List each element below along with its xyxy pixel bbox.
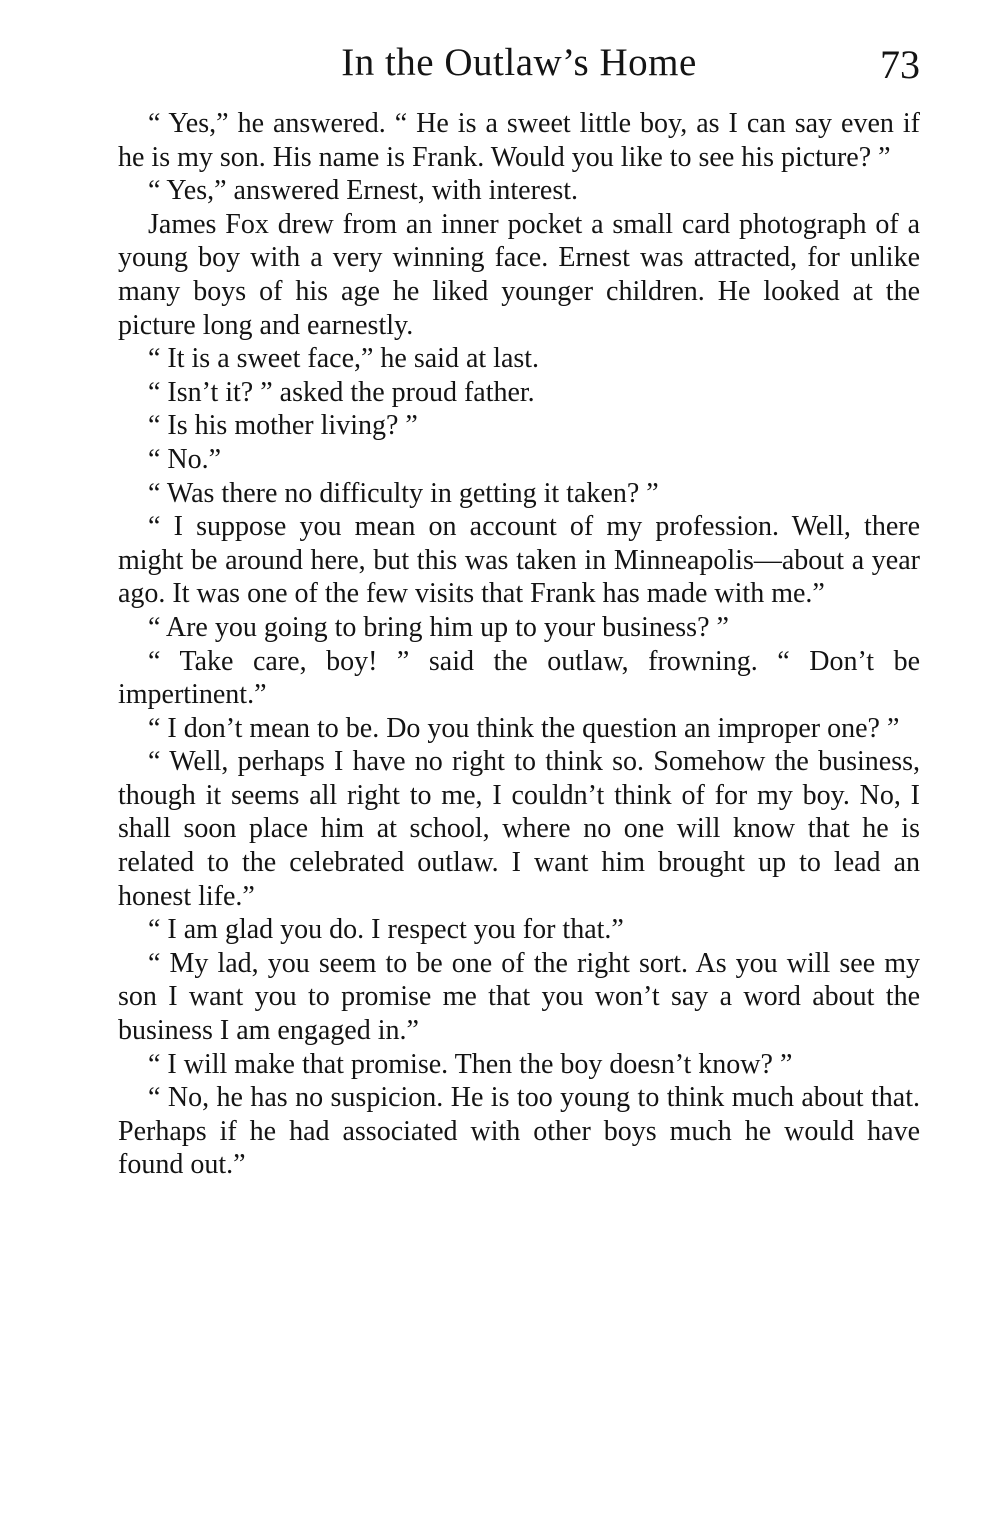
paragraph: “ No, he has no suspicion. He is too young to think much about that. Perhaps if he had associated with other boys much he would have found out.” xyxy=(118,1082,920,1181)
paragraph: “ Are you going to bring him up to your business? ” xyxy=(148,611,729,643)
paragraph: “ Take care, boy! ” said the outlaw, frowning. “ Don’t be impertinent.” xyxy=(118,645,920,711)
paragraph: “ My lad, you seem to be one of the right sort. As you will see my son I want you to promise me that you won’t say a word about the business I am engaged in.” xyxy=(118,947,920,1047)
paragraph: “ I am glad you do. I respect you for that.” xyxy=(148,914,624,946)
paragraph: “ Isn’t it? ” asked the proud father. xyxy=(148,376,535,408)
running-title: In the Outlaw’s Home xyxy=(341,41,697,84)
paragraph: “ It is a sweet face,” he said at last. xyxy=(148,343,540,375)
paragraph: “ I will make that promise. Then the boy doesn’t know? ” xyxy=(148,1048,793,1080)
paragraph: “ Was there no difficulty in getting it taken? ” xyxy=(148,477,659,509)
paragraph: “ I suppose you mean on account of my profession. Well, there might be around here, but this was taken in Minneapolis—about a year ago. It was one of the few visits that Frank has made with me.” xyxy=(118,511,920,610)
paragraph: “ Well, perhaps I have no right to think so. Somehow the business, though it seems all right to me, I couldn’t think of for my boy. No, I shall soon place him at school, where no one will know that he is related to the celebrated outlaw. I want him brought up to lead an honest life.” xyxy=(118,746,920,912)
paragraph: “ Yes,” answered Ernest, with interest. xyxy=(148,175,579,207)
page-number: 73 xyxy=(880,42,920,87)
paragraph: “ Is his mother living? ” xyxy=(148,410,418,442)
paragraph: “ No.” xyxy=(148,443,222,475)
paragraph: “ Yes,” he answered. “ He is a sweet little boy, as I can say even if he is my son. His name is Frank. Would you like to see his picture? ” xyxy=(118,108,920,173)
body-text xyxy=(118,107,920,1182)
page-header xyxy=(118,38,920,88)
paragraph: James Fox drew from an inner pocket a small card photograph of a young boy with a very winning face. Ernest was attracted, for unlike many boys of his age he liked younger children. He looked at the picture long and earnestly. xyxy=(118,208,920,341)
paragraph: “ I don’t mean to be. Do you think the question an improper one? ” xyxy=(148,712,900,744)
